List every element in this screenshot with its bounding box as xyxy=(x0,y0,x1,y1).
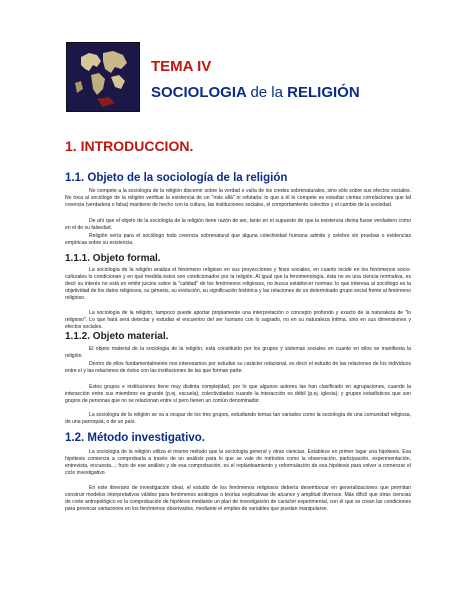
paragraph: La sociología de la religión analiza el fenómeno religioso en sus proyecciones y fines sociales, en cuanto incide en los fenómenos socio-culturales lo condicionan y en qué medida éstos son condicionados por la religión. Al igual que la fenomenología, ésta no es una ciencia normativa, es decir su interés no está en emitir juicios sobre la "calidad" de los fenómenos religiosos, no busca establecer normas: lo que interesa al sociólogo es la objetividad de los datos religiosos, su génesis, su evolución, su significación histórica y las relaciones de un determinado grupo social frente al fenómeno religioso. xyxy=(65,267,411,302)
paragraph: La sociología de la religión se va a ocupar de los tres grupos, estudiando temas tan variados como la sociología de una comunidad religiosa, de una parroquia, o de un país. xyxy=(65,412,411,426)
paragraph: El objeto material de la sociología de la religión, está constituido por los grupos y sistemas sociales en cuanto en ellos se manifiesta la religión. xyxy=(65,346,411,360)
page-title xyxy=(151,84,360,101)
tema-label: TEMA IV xyxy=(151,58,212,75)
paragraph: Estos grupos e instituciones tiene muy distinta complejidad, por lo que algunos autores las han clasificado en agrupaciones, cuando la interacción entre sus miembros es grande (p.ej. escuela); colectividades cuando la interacción es débil (p.ej. iglesia); y grupos estadísticos que son grupos de personas que no se relacionan entre sí pero tienen un común denominador. xyxy=(65,384,411,405)
paragraph: Religión sería para el sociólogo todo creencia sobrenatural que alguna colectividad humana admite y celebre sin pruebas o evidencias empíricas sobre su existencia. xyxy=(65,233,411,247)
paragraph: De ahí que el objeto de la sociología de la religión tiene razón de ser, tanto en el supuesto de que la existencia divina fuese verdadero como en el de su falsedad. xyxy=(65,218,411,232)
title-bold: SOCIOLOGIA xyxy=(151,84,247,101)
title-light: de la xyxy=(250,84,283,101)
book-cover-logo xyxy=(66,42,140,112)
title-end: RELIGIÓN xyxy=(287,84,360,101)
paragraph: La sociología de la religión utiliza el mismo método que la sociología general y otras ciencias. Establece en primer lugar una hipótesis. Esa hipótesis comienza a comprobarla a través de un análisis para lo que se vale de métodos como la observación, participación, experimentación, entrevista, encuesta...; fruto de ese análisis y de esa comprobación, es el replanteamiento y reformulación de esa hipótesis para volver a comenzar el ciclo investigativo. xyxy=(65,449,411,477)
section-1-2-heading: 1.2. Método investigativo. xyxy=(65,432,205,444)
paragraph: En este itinerario de investigación ideal, el estudio de los fenómenos religiosos debería desembocar en generalizaciones que permitan construir modelos interpretativos válidos para fenómenos análogos o teorías explicativas de alcance y amplitud diversos. Más difícil que otras ciencias de corte antropológico es la comprobación de hipótesis mediante un plan de investigación de carácter experimental, con el que se crean las condiciones para provocar variaciones en los fenómenos observados, mediante el empleo de variables que puedan manipularse. xyxy=(65,485,411,513)
world-map-icon xyxy=(67,43,139,111)
section-1-1-heading: 1.1. Objeto de la sociología de la religión xyxy=(65,172,288,184)
paragraph: No compete a la sociología de la religión discernir sobre la verdad o valía de los credos sobrenaturales, sino sólo sobre sus efectos sociales. No toca al sociólogo de la religión verificar la existencia de un "más allá" ni refutarla: lo que a él le compete es estudiar ciertas correlaciones que tal creencia (verdadera o falsa) mantiene de hecho con la cultura, las instituciones sociales, el comportamiento colectivo y el cambio de la sociedad. xyxy=(65,188,411,209)
paragraph: Dentro de ellos fundamentalmente nos interesamos por estudiar su carácter relacional, es decir el estudio de las relaciones de los individuos entre sí y las relaciones de éstos con las instituciones de las que forman parte. xyxy=(65,361,411,375)
section-1-heading: 1. INTRODUCCION. xyxy=(65,138,194,154)
paragraph: La sociología de la religión, tampoco puede aportar propiamente una interpretación o concepto profundo y exacto de la naturaleza de "lo religioso". Lo que hará será detectar y estudiar el encuentro del ser humano con lo sagrado, no en su naturaleza íntima, sino en sus dimensiones y efectos sociales. xyxy=(65,310,411,331)
section-1-1-1-heading: 1.1.1. Objeto formal. xyxy=(65,253,161,264)
section-1-1-2-heading: 1.1.2. Objeto material. xyxy=(65,331,169,342)
